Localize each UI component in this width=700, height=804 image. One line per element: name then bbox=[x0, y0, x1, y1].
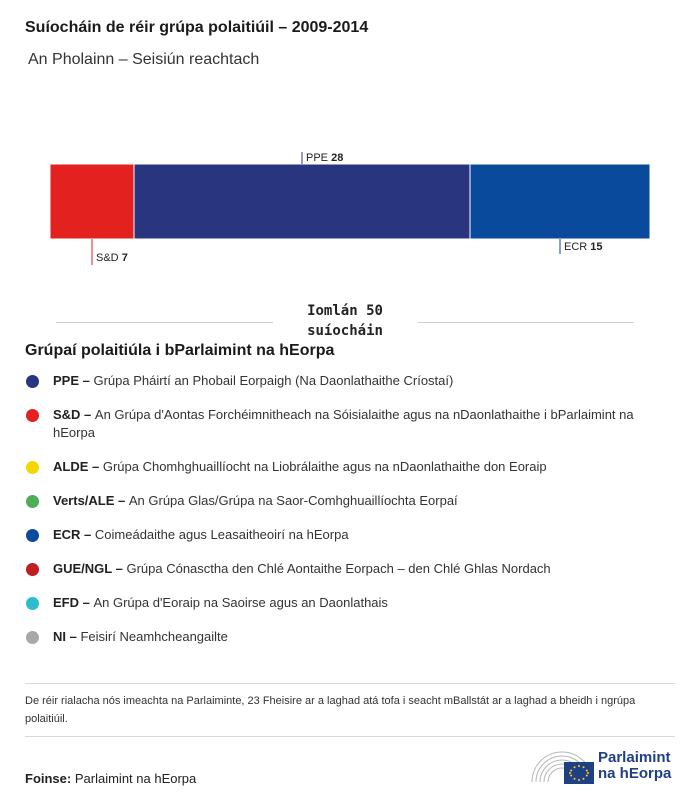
legend-item-ecr bbox=[25, 526, 675, 544]
divider-top bbox=[25, 683, 675, 684]
legend-dot-icon bbox=[26, 597, 39, 610]
legend-title: Grúpaí polaitiúla i bParlaimint na hEorpa bbox=[25, 342, 335, 359]
legend-item-ppe bbox=[25, 372, 675, 390]
segment-label-s-d bbox=[96, 252, 128, 264]
legend-abbr: EFD – bbox=[53, 595, 94, 610]
legend-dot-icon bbox=[26, 495, 39, 508]
legend-dot-icon bbox=[26, 529, 39, 542]
source bbox=[25, 771, 196, 786]
legend-dot-icon bbox=[26, 563, 39, 576]
divider-bottom bbox=[25, 736, 675, 737]
footnote: De réir rialacha nós imeachta na Parlaiminte, 23 Fheisire ar a laghad atá tofa i seacht mBallstát ar a laghad a bheidh i ngrúpa polaitiúil. bbox=[25, 695, 636, 725]
total-seats bbox=[56, 300, 634, 342]
bar-segment-s-d bbox=[50, 164, 134, 239]
legend-desc: Grúpa Chomhghuaillíocht na Liobrálaithe agus na nDaonlathaithe don Eoraip bbox=[102, 459, 547, 474]
legend-desc: Grúpa Pháirtí an Phobail Eorpaigh (Na Daonlathaithe Críostaí) bbox=[93, 373, 454, 388]
total-seats-line1: Iomlán 50 bbox=[307, 303, 383, 319]
legend-abbr: ECR – bbox=[53, 527, 95, 542]
legend-abbr: NI – bbox=[53, 629, 81, 644]
legend-desc: An Grúpa Glas/Grúpa na Saor-Comhghuaillíochta Eorpaí bbox=[128, 493, 458, 508]
bar-segment-ecr bbox=[470, 164, 650, 239]
legend-desc: An Grúpa d'Aontas Forchéimnitheach na Sóisialaithe agus na nDaonlathaithe i bParlaimint na hEorpa bbox=[53, 407, 634, 440]
segment-label-name: ECR bbox=[564, 241, 591, 253]
source-text: Parlaimint na hEorpa bbox=[74, 771, 197, 786]
legend-desc: Feisirí Neamhcheangailte bbox=[80, 629, 228, 644]
total-seats-line2: suíocháin bbox=[307, 323, 383, 339]
source-label: Foinse: bbox=[25, 771, 72, 786]
legend-dot-icon bbox=[26, 631, 39, 644]
legend-abbr: S&D – bbox=[53, 407, 95, 422]
legend-dot-icon bbox=[26, 375, 39, 388]
legend-desc: An Grúpa d'Eoraip na Saoirse agus an Daonlathais bbox=[93, 595, 388, 610]
legend-abbr: Verts/ALE – bbox=[53, 493, 129, 508]
legend-item-alde bbox=[25, 458, 675, 476]
chart-title: Suíocháin de réir grúpa polaitiúil – 2009-2014 bbox=[25, 19, 369, 36]
bar-segment-ppe bbox=[134, 164, 470, 239]
segment-label-ecr bbox=[564, 241, 603, 253]
segment-label-value: 28 bbox=[331, 152, 344, 164]
european-parliament-logo bbox=[530, 746, 680, 786]
segment-label-name: S&D bbox=[96, 252, 122, 264]
legend-abbr: GUE/NGL – bbox=[53, 561, 127, 576]
legend-item-s-d bbox=[25, 406, 675, 442]
hemicycle-flag-icon bbox=[530, 746, 596, 786]
legend-abbr: ALDE – bbox=[53, 459, 103, 474]
legend bbox=[25, 372, 675, 662]
legend-dot-icon bbox=[26, 461, 39, 474]
segment-label-name: PPE bbox=[306, 152, 332, 164]
legend-item-efd bbox=[25, 594, 675, 612]
legend-item-ni bbox=[25, 628, 675, 646]
logo-line1: Parlaimint bbox=[598, 749, 671, 766]
seat-bar-chart bbox=[0, 140, 700, 275]
chart-subtitle: An Pholainn – Seisiún reachtach bbox=[28, 51, 260, 68]
legend-dot-icon bbox=[26, 409, 39, 422]
legend-desc: Coimeádaithe agus Leasaitheoirí na hEorpa bbox=[94, 527, 349, 542]
logo-line2: na hEorpa bbox=[598, 765, 672, 782]
legend-item-verts-ale bbox=[25, 492, 675, 510]
legend-item-gue-ngl bbox=[25, 560, 675, 578]
segment-label-ppe bbox=[306, 152, 343, 164]
segment-label-value: 15 bbox=[590, 241, 603, 253]
segment-label-value: 7 bbox=[121, 252, 128, 264]
legend-desc: Grúpa Cónasctha den Chlé Aontaithe Eorpach – den Chlé Ghlas Nordach bbox=[126, 561, 551, 576]
legend-abbr: PPE – bbox=[53, 373, 94, 388]
